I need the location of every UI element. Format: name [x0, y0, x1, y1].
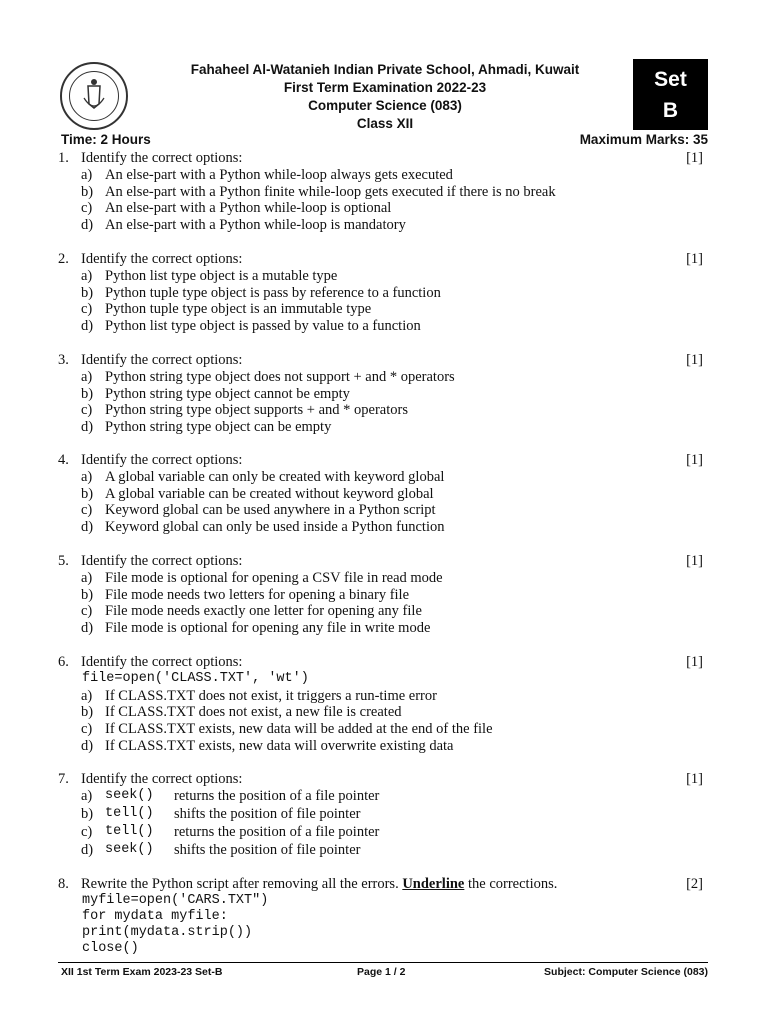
question-text: Identify the correct options:: [81, 251, 243, 267]
question-7: [58, 771, 708, 860]
question-number: 1.: [58, 150, 69, 166]
option-b: b) An else-part with a Python finite while-loop gets executed if there is no break: [81, 183, 556, 200]
exam-name: First Term Examination 2022-23: [283, 80, 487, 95]
option-b: b) tell() shifts the position of file pointer: [81, 805, 361, 822]
option-b: b) Python tuple type object is pass by reference to a function: [81, 284, 441, 301]
option-c: c) File mode needs exactly one letter for opening any file: [81, 603, 422, 620]
question-number: 6.: [58, 654, 69, 670]
question-text: Rewrite the Python script after removing all the errors. Underline the corrections.: [81, 876, 558, 892]
question-3: [58, 352, 708, 436]
question-text: Identify the correct options:: [81, 352, 243, 368]
class-title: Class XII: [356, 116, 414, 131]
question-text: Identify the correct options:: [81, 654, 243, 670]
option-d: d) File mode is optional for opening any file in write mode: [81, 620, 431, 637]
option-b: b) If CLASS.TXT does not exist, a new file is created: [81, 704, 402, 721]
school-crest-icon: [60, 62, 128, 130]
question-marks: [1]: [686, 352, 703, 368]
footer-divider: [58, 962, 708, 963]
option-a: a) If CLASS.TXT does not exist, it triggers a run-time error: [81, 687, 437, 704]
question-4: [58, 452, 708, 536]
question-marks: [1]: [686, 452, 703, 468]
footer-subject: Subject: Computer Science (083): [544, 966, 708, 978]
question-number: 3.: [58, 352, 69, 368]
code-line: print(mydata.strip()): [82, 924, 253, 940]
question-8: [58, 876, 708, 957]
code-line: myfile=open('CARS.TXT"): [82, 892, 269, 908]
code-line: file=open('CLASS.TXT', 'wt'): [82, 670, 309, 686]
time-allowed: Time: 2 Hours: [61, 132, 151, 147]
question-2: [58, 251, 708, 335]
question-marks: [2]: [686, 876, 703, 892]
option-c: c) Keyword global can be used anywhere in a Python script: [81, 502, 436, 519]
underline-emphasis: Underline: [402, 876, 465, 892]
question-text: Identify the correct options:: [81, 150, 243, 166]
code-line: for mydata myfile:: [82, 908, 228, 924]
question-text: Identify the correct options:: [81, 771, 243, 787]
crest-emblem-icon: [62, 64, 126, 128]
set-label: Set: [654, 68, 687, 91]
question-number: 8.: [58, 876, 69, 892]
question-5: [58, 553, 708, 637]
question-marks: [1]: [686, 251, 703, 267]
option-a: a) An else-part with a Python while-loop always gets executed: [81, 166, 453, 183]
question-number: 5.: [58, 553, 69, 569]
option-c: c) tell() returns the position of a file pointer: [81, 823, 380, 840]
option-a: a) Python list type object is a mutable type: [81, 267, 338, 284]
option-c: c) If CLASS.TXT exists, new data will be added at the end of the file: [81, 721, 493, 738]
option-a: a) File mode is optional for opening a CSV file in read mode: [81, 569, 443, 586]
question-text: Identify the correct options:: [81, 452, 243, 468]
page-number: Page 1 / 2: [357, 966, 406, 978]
question-number: 7.: [58, 771, 69, 787]
option-b: b) Python string type object cannot be empty: [81, 385, 350, 402]
set-value: B: [662, 99, 679, 122]
option-b: b) File mode needs two letters for opening a binary file: [81, 586, 410, 603]
question-number: 4.: [58, 452, 69, 468]
question-1: [58, 150, 708, 234]
question-number: 2.: [58, 251, 69, 267]
footer-exam-label: XII 1st Term Exam 2023-23 Set-B: [61, 966, 223, 978]
option-d: d) An else-part with a Python while-loop is mandatory: [81, 217, 406, 234]
question-6: [58, 654, 708, 755]
option-b: b) A global variable can be created without keyword global: [81, 485, 434, 502]
maximum-marks: Maximum Marks: 35: [579, 132, 708, 147]
option-a: a) A global variable can only be created with keyword global: [81, 468, 445, 485]
code-line: close(): [82, 940, 139, 956]
option-d: d) Python string type object can be empty: [81, 419, 332, 436]
option-d: d) If CLASS.TXT exists, new data will overwrite existing data: [81, 737, 454, 754]
question-marks: [1]: [686, 553, 703, 569]
question-text: Identify the correct options:: [81, 553, 243, 569]
option-d: d) seek() shifts the position of file pointer: [81, 841, 361, 858]
subject-title: Computer Science (083): [308, 98, 462, 113]
option-d: d) Python list type object is passed by value to a function: [81, 318, 421, 335]
school-name: Fahaheel Al-Watanieh Indian Private School, Ahmadi, Kuwait: [190, 62, 580, 77]
option-a: a) Python string type object does not support + and * operators: [81, 368, 455, 385]
option-c: c) An else-part with a Python while-loop is optional: [81, 200, 392, 217]
question-marks: [1]: [686, 771, 703, 787]
question-marks: [1]: [686, 150, 703, 166]
option-a: a) seek() returns the position of a file pointer: [81, 787, 380, 804]
option-c: c) Python string type object supports + and * operators: [81, 402, 408, 419]
question-marks: [1]: [686, 654, 703, 670]
option-d: d) Keyword global can only be used inside a Python function: [81, 519, 445, 536]
option-c: c) Python tuple type object is an immutable type: [81, 301, 372, 318]
set-badge: [633, 59, 708, 130]
